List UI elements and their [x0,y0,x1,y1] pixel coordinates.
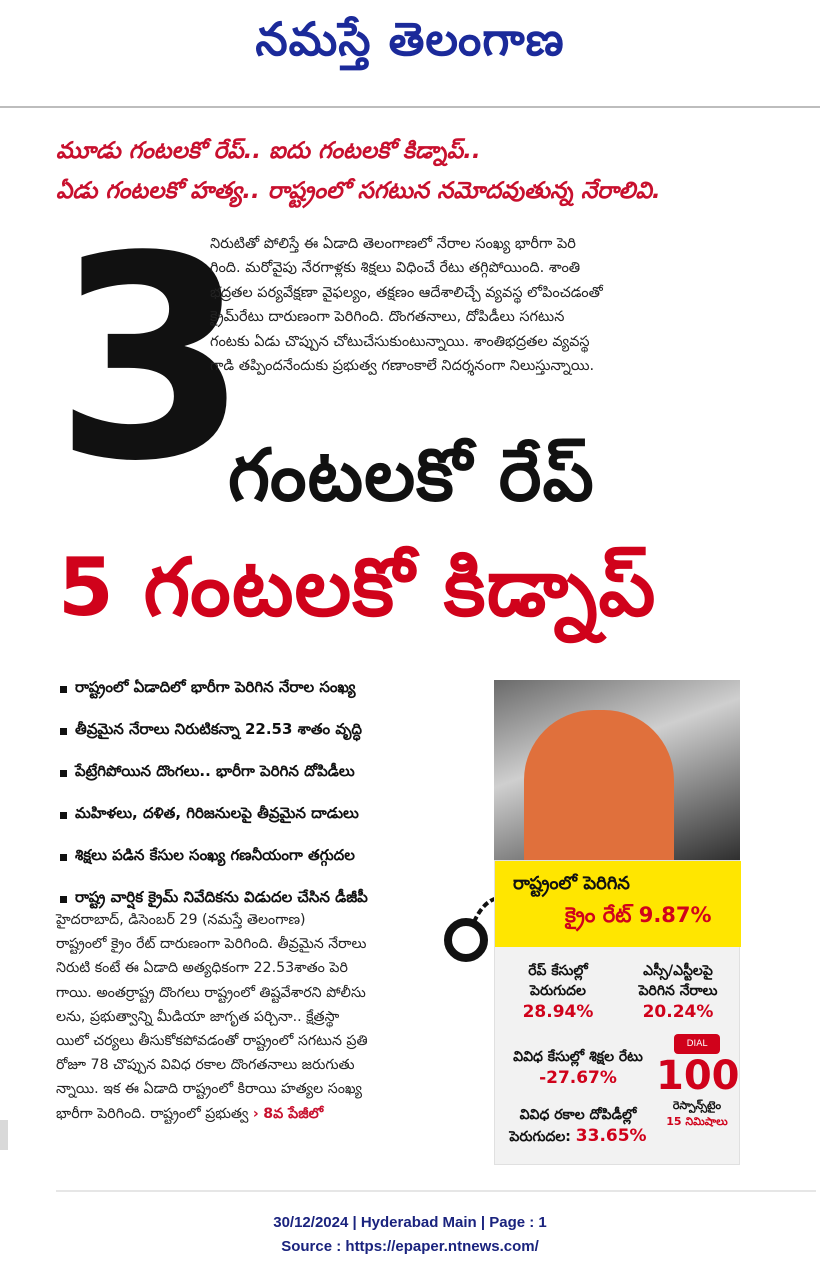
edge-fragment [0,1120,8,1150]
stat-robberies [499,1105,657,1147]
intro-line: గంటకు ఏడు చొప్పున చోటుచేసుకుంటున్నాయి. శాంతిభద్రతల వ్యవస్థ [210,333,590,350]
stat-rape-cases [499,961,617,1023]
newspaper-title: నమస్తే తెలంగాణ [255,12,565,66]
phone-icon: DIAL [674,1034,720,1054]
body-line: నిరుటి కంటే ఈ ఏడాది అత్యధికంగా 22.53శాతం పెరి [56,960,348,977]
intro-line: గింది. మరోవైపు నేరగాళ్లకు శిక్షలు విధించే రేటు తగ్గిపోయింది. శాంతి [210,260,581,277]
body-line: గాయి. అంతర్రాష్ట్ర దొంగలు రాష్ట్రంలో తిష్టవేశారని పోలీసు [56,984,366,1001]
raised-hand-illustration [524,710,674,860]
stat-sc-st-crimes [619,961,737,1023]
headline-number: 3 [54,197,241,523]
stat-value: 28.94% [522,1002,594,1022]
bullet-text: రాష్ట్రంలో ఏడాదిలో భారీగా పెరిగిన నేరాల సంఖ్య [75,678,356,696]
body-line-last [56,1102,468,1126]
dial-caption: 15 నిమిషాలు [666,1115,728,1128]
intro-line: క్రైమ్‌రేటు దారుణంగా పెరిగింది. దొంగతనాలు, దోపిడీలు సగటున [210,309,565,326]
dial-number: 100 [656,1053,740,1099]
square-bullet-icon [60,854,67,861]
stat-label: రేప్ కేసుల్లో [528,963,588,979]
square-bullet-icon [60,896,67,903]
banner-line-1: రాష్ట్రంలో పెరిగిన [513,873,630,894]
masthead-divider [0,106,820,108]
headline-line-1: గంటలకో రేప్ [228,433,595,517]
stat-label-with-value [499,1125,657,1147]
bullet-item [56,710,496,752]
continued-on-page[interactable]: 8వ పేజీలో [263,1105,324,1122]
continued-arrow-icon: › [252,1105,259,1122]
body-line: యిలో చర్యలు తీసుకోకపోవడంతో రాష్ట్రంలో సగటున ప్రతి [56,1033,368,1050]
kicker-line-1: మూడు గంటలకో రేప్.. ఐదు గంటలకో కిడ్నాప్.. [56,138,481,164]
body-line: హైదరాబాద్, డిసెంబర్ 29 (నమస్తే తెలంగాణ) [56,912,306,928]
intro-line: నిరుటితో పోలిస్తే ఈ ఏడాది తెలంగాణలో నేరాల సంఖ్య భారీగా పెరి [210,236,576,252]
body-line: రాష్ట్రంలో క్రైం రేట్ దారుణంగా పెరిగింది. తీవ్రమైన నేరాలు [56,936,367,953]
bullet-list [56,668,496,920]
intro-line: భద్రతల పర్యవేక్షణా వైఫల్యం, తక్షణం ఆదేశాలిచ్చే వ్యవస్థ లోపించడంతో [210,284,603,301]
dial-100-badge [656,1034,738,1158]
masthead [0,0,820,100]
stat-conviction-rate [499,1047,657,1089]
stat-label: పెరుగుదల: [509,1129,571,1145]
footer-source-link[interactable]: Source : https://epaper.ntnews.com/ [281,1238,539,1255]
stat-label: పెరుగుదల [530,983,586,999]
stat-label: ఎస్సీ/ఎస్టీలపై [643,963,713,979]
bullet-text: పేట్రేగిపోయిన దొంగలు.. భారీగా పెరిగిన దోపిడీలు [75,762,355,780]
banner-line-2: క్రైం రేట్ 9.87% [565,903,712,927]
bullet-text: శిక్షలు పడిన కేసుల సంఖ్య గణనీయంగా తగ్గుదల [75,846,355,864]
bullet-text: రాష్ట్ర వార్షిక క్రైమ్ నివేదికను విడుదల చేసిన డీజీపీ [75,888,368,906]
stat-label: పెరిగిన నేరాలు [638,983,718,999]
body-line: రోజూ 78 చొప్పున వివిధ రకాల దొంగతనాలు జరుగుతు [56,1057,355,1074]
article-body [56,908,468,1126]
kicker-line-2: ఏడు గంటలకో హత్య.. రాష్ట్రంలో సగటున నమోదవుతున్న నేరాలివి. [56,178,661,204]
body-line: లను, ప్రభుత్వాన్ని మీడియా జాగృత పర్చినా.. క్షేత్రస్థా [56,1008,340,1025]
bullet-item [56,752,496,794]
body-line: న్నాయి. ఇక ఈ ఏడాది రాష్ట్రంలో కిరాయి హత్యల సంఖ్య [56,1081,362,1098]
stat-label: వివిధ కేసుల్లో శిక్షల రేటు [513,1049,643,1065]
stat-value: -27.67% [539,1068,617,1088]
bullet-text: తీవ్రమైన నేరాలు నిరుటికన్నా 22.53 శాతం వృద్ధి [75,720,362,738]
stat-label: వివిధ రకాల దోపిడీల్లో [519,1107,637,1123]
footer-divider [56,1190,816,1192]
square-bullet-icon [60,686,67,693]
bullet-item [56,794,496,836]
crime-illustration-photo [494,680,740,860]
square-bullet-icon [60,770,67,777]
intro-line: గాడి తప్పిందనేందుకు ప్రభుత్వ గణాంకాలే నిదర్శనంగా నిలుస్తున్నాయి. [210,358,595,375]
body-line: భారీగా పెరిగింది. రాష్ట్రంలో ప్రభుత్వ [56,1105,249,1122]
stat-value: 33.65% [575,1126,647,1146]
stat-value: 20.24% [642,1002,714,1022]
square-bullet-icon [60,812,67,819]
bullet-text: మహిళలు, దళిత, గిరిజనులపై తీవ్రమైన దాడులు [75,804,359,822]
dial-caption: రెస్పాన్స్‌టైం [672,1099,722,1112]
headline-line-2: 5 గంటలకో కిడ్నాప్ [58,541,657,634]
bullet-item [56,668,496,710]
crime-rate-banner [495,861,741,947]
bullet-item [56,836,496,878]
square-bullet-icon [60,728,67,735]
footer-date-edition: 30/12/2024 | Hyderabad Main | Page : 1 [273,1214,547,1231]
intro-paragraph [210,232,750,378]
